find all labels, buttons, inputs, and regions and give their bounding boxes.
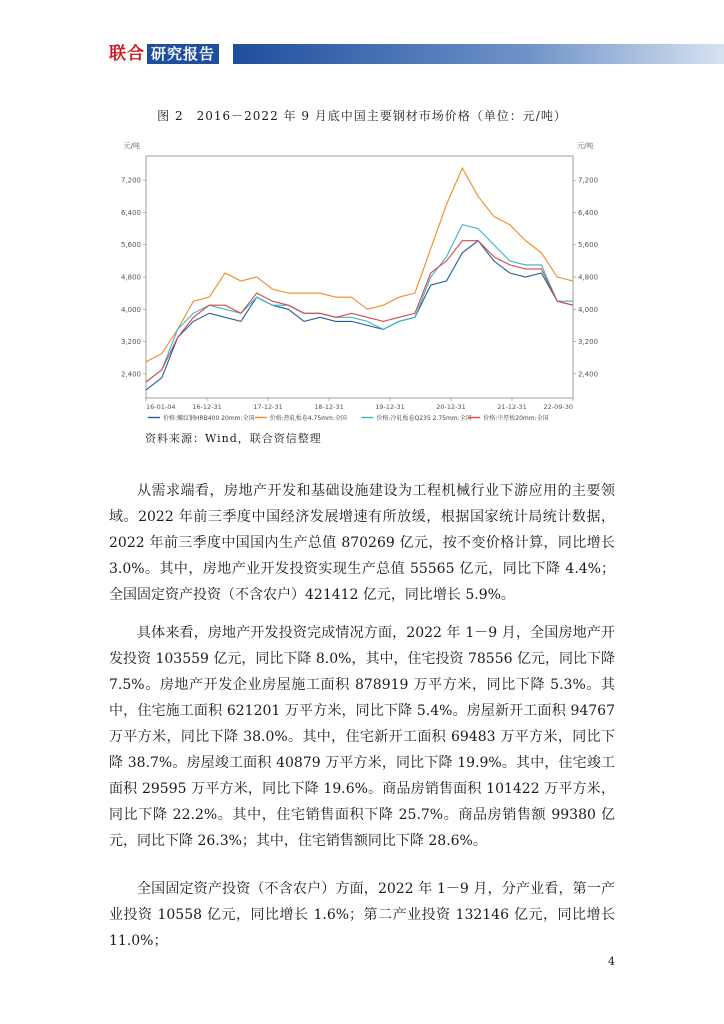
x-tick-label: 18-12-31	[314, 403, 344, 411]
paragraph-real-estate: 具体来看，房地产开发投资完成情况方面，2022 年 1－9 月，全国房地产开发投资 103559 亿元，同比下降 8.0%，其中，住宅投资 78556 亿元，同比下降 7.5%。房地产开发企业房屋施工面积 878919 万平方米，同比下降 5.3%。其中，住宅施工面积 621201 万平方米，同比下降 5.4%。房屋新开工面积 94767 万平方米，同比下降 38.0%。其中，住宅新开工面积 69483 万平方米，同比下降 38.7%。房屋竣工面积 40879 万平方米，同比下降 19.9%。其中，住宅竣工面积 29595 万平方米，同比下降 19.6%。商品房销售面积 101422 万平方米，同比下降 22.2%。其中，住宅销售面积下降 25.7%。商品房销售额 99380 亿元，同比下降 26.3%；其中，住宅销售额同比下降 28.6%。	[109, 625, 615, 849]
y-tick-label-left: 4,800	[120, 273, 141, 282]
y-tick-label-left: 7,200	[120, 176, 141, 185]
series-line-4	[146, 241, 573, 382]
paragraph-demand: 从需求端看，房地产开发和基础设施建设为工程机械行业下游应用的主要领域。2022 年前三季度中国经济发展增速有所放缓，根据国家统计局统计数据，2022 年前三季度中国国内生产总值 870269 亿元，按不变价格计算，同比增长 3.0%。其中，房地产业开发投资实现生产总值 55565 亿元，同比下降 4.4%；全国固定资产投资（不含农户）421412 亿元，同比增长 5.9%。	[109, 483, 615, 603]
y-tick-label-left: 3,200	[120, 338, 141, 347]
y-tick-label-right: 3,200	[578, 338, 599, 347]
page-number: 4	[608, 955, 615, 968]
legend-label-4: 价格:中厚板20mm:全国	[483, 415, 549, 422]
figure-caption: 图 2 2016－2022 年 9 月底中国主要钢材市场价格（单位：元/吨）	[157, 109, 567, 123]
y-tick-label-left: 2,400	[120, 370, 141, 379]
legend-label-2: 价格:热轧板卷4.75mm:全国	[269, 415, 347, 422]
x-tick-label: 19-12-31	[375, 403, 405, 411]
x-tick-label: 22-09-30	[543, 403, 573, 411]
y-tick-label-right: 7,200	[578, 176, 599, 185]
steel-price-line-chart	[108, 136, 608, 426]
y-tick-label-left: 4,000	[120, 305, 141, 314]
plot-frame	[146, 156, 573, 398]
brand-subtitle: 研究报告	[147, 44, 219, 64]
x-tick-label: 21-12-31	[497, 403, 527, 411]
y-axis-unit-left: 元/吨	[123, 142, 140, 150]
legend-label-1: 价格:螺纹钢HRB400 20mm:全国	[163, 415, 255, 422]
x-tick-label: 17-12-31	[253, 403, 283, 411]
y-tick-label-right: 4,000	[578, 305, 599, 314]
y-tick-label-right: 2,400	[578, 370, 599, 379]
brand-logo-text: 联合	[109, 44, 145, 64]
header-gradient-bar	[233, 44, 724, 64]
x-tick-label: 16-01-04	[146, 403, 176, 411]
y-axis-unit-right: 元/吨	[577, 142, 594, 150]
y-tick-label-right: 5,600	[578, 241, 599, 250]
x-tick-label: 20-12-31	[436, 403, 466, 411]
y-tick-label-right: 4,800	[578, 273, 599, 282]
x-tick-label: 16-12-31	[192, 403, 222, 411]
y-tick-label-right: 6,400	[578, 208, 599, 217]
legend-label-3: 价格:冷轧板卷Q235 2.75mm:全国	[376, 415, 472, 422]
y-tick-label-left: 5,600	[120, 241, 141, 250]
paragraph-fixed-investment: 全国固定资产投资（不含农户）方面，2022 年 1－9 月，分产业看，第一产业投资 10558 亿元，同比增长 1.6%；第二产业投资 132146 亿元，同比增长 11.0%；	[109, 881, 615, 949]
figure-source: 资料来源：Wind，联合资信整理	[145, 432, 322, 445]
y-tick-label-left: 6,400	[120, 208, 141, 217]
report-header	[109, 42, 724, 66]
